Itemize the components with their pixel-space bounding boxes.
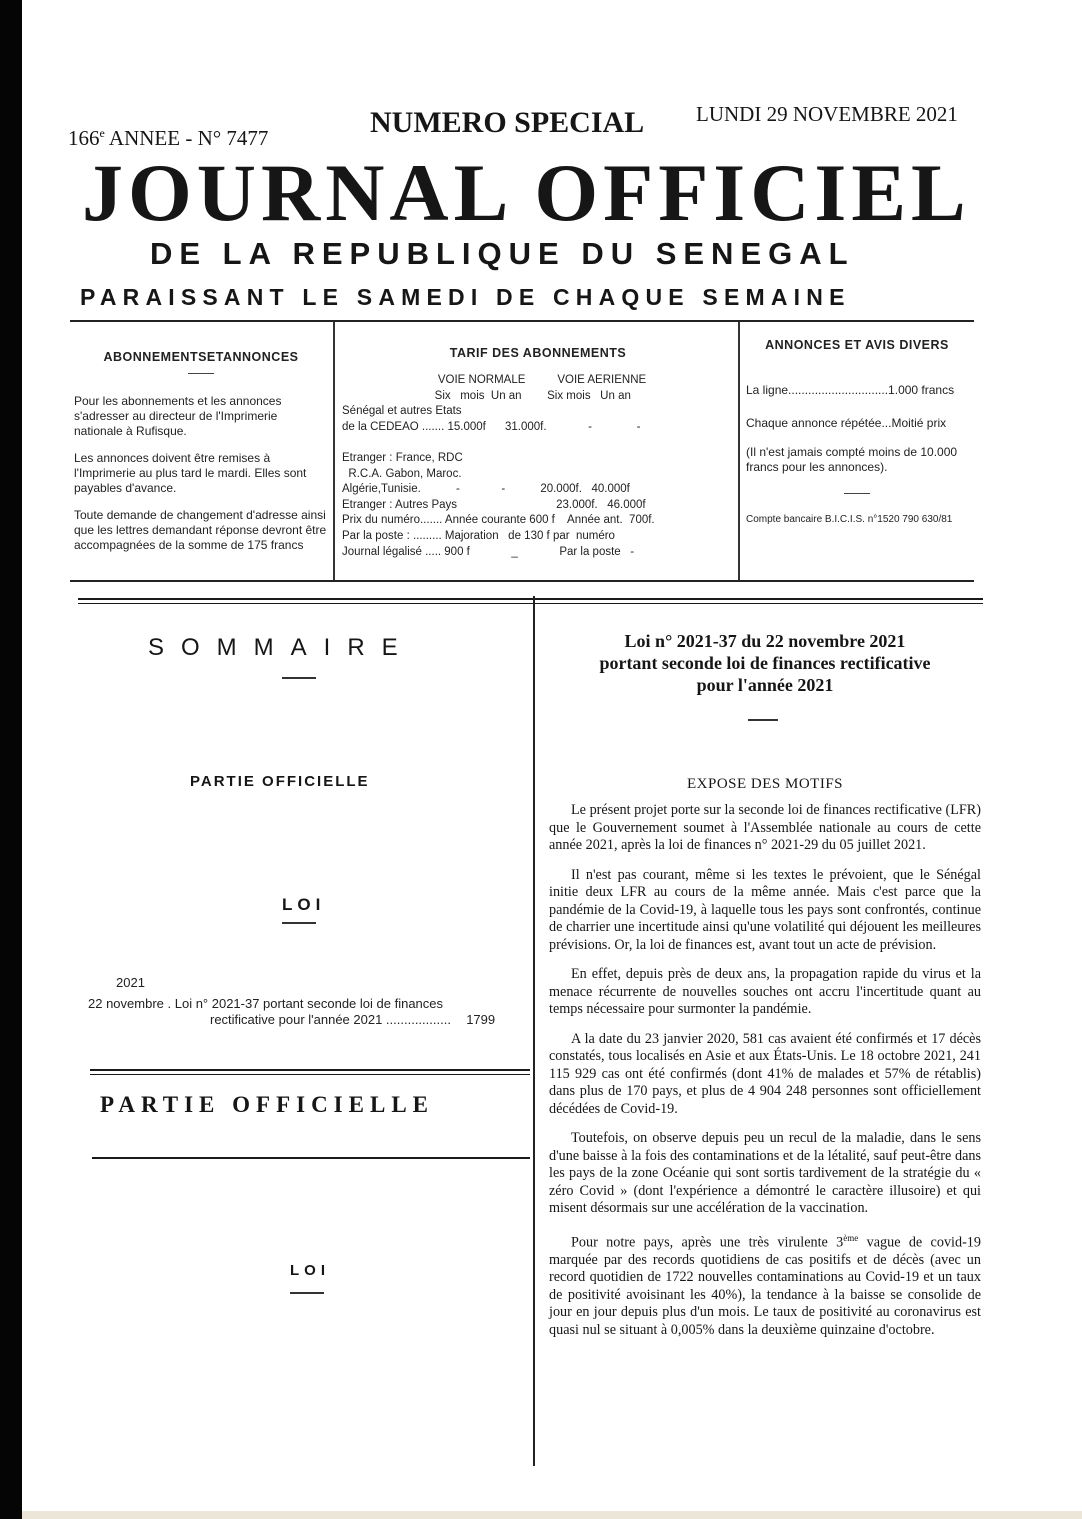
law-paragraph: Il n'est pas courant, même si les textes le prévoient, que le Sénégal initie deux LFR au cours de la même année. Mais c'est parce que la pandémie de la Covid-19, à laquelle tous les pays sont confrontés, continue de charrier une incertitude ainsi qu'une volatilité qui déjouent les meilleures prévisions. Or, la loi de finances est, avant tout un acte de prévision. [549,866,981,953]
special-edition-label: NUMERO SPECIAL [370,106,645,139]
header-rule [78,598,983,600]
law-title-line: portant seconde loi de finances rectificative [599,653,931,673]
law-title-line: pour l'année 2021 [696,675,834,695]
abonnements-paragraph: Pour les abonnements et les annonces s'adresser au directeur de l'Imprimerie nationale à Rufisque. [74,394,282,438]
toc-page-number: 1799 [466,1012,496,1027]
title-dash [748,719,778,721]
loi-heading: LOI [290,1262,330,1279]
journal-subtitle: DE LA REPUBLIQUE DU SENEGAL [150,236,855,271]
box-divider [333,322,335,580]
title-dash [282,677,316,679]
annonces-minimum-note: (Il n'est jamais compté moins de 10.000 francs pour les annonces). [746,445,958,474]
law-body [549,802,981,1351]
box-divider [738,322,740,580]
title-dash [290,1292,324,1294]
annonces-repeated-price: Chaque annonce répétée...Moitié prix [746,416,947,430]
annonces-ligne-price: La ligne..............................1.000 francs [746,383,955,397]
column-divider [533,596,535,1466]
abonnements-column [74,350,328,565]
sommaire-partie-officielle: PARTIE OFFICIELLE [190,773,370,790]
tarifs-column [342,346,734,560]
journal-title: JOURNAL OFFICIEL [82,147,971,238]
section-rule [92,1157,530,1159]
abonnements-paragraph: Toute demande de changement d'adresse ainsi que les lettres demandant réponse devront être accompagnées de la somme de 175 francs [74,508,327,552]
abonnements-heading: ABONNEMENTSETANNONCES [103,350,299,364]
header-rule [78,603,983,604]
toc-entry-continuation [210,1012,495,1028]
heading-dash [844,493,870,494]
toc-entry[interactable] [88,996,443,1012]
bank-account: Compte bancaire B.I.C.I.S. n°1520 790 630/81 [746,514,953,525]
partie-officielle-title: PARTIE OFFICIELLE [100,1092,434,1117]
abonnements-paragraph: Les annonces doivent être remises à l'Imprimerie au plus tard le mardi. Elles sont payables d'avance. [74,451,307,495]
sommaire-title: SOMMAIRE [148,634,415,661]
toc-date: 22 novembre . [88,996,172,1011]
law-paragraph: Toutefois, on observe depuis peu un recul de la maladie, dans le sens d'une baisse à la fois des contaminations et de la létalité, sauf peut-être dans les pays de la zone Océanie qui sont sortis tardivement de la stratégie du « zéro Covid » (dont l'expérience a démontré le caractère illusoire) et qui misent désormais sur une accélération de la vaccination. [549,1130,981,1216]
tarifs-table: VOIE NORMALE VOIE AERIENNE Six mois Un an Six mois Un an Sénégal et autres Etats de la CEDEAO ....... 15.000f 31.000f. - - Etranger : France, RDC R.C.A. Gabon, Maroc. Algérie,Tunisie. - - 20.000f. 40.000f Etranger : Autres Pays 23.000f. 46.000f Prix du numéro....... Année courante 600 f Année ant. 700f. Par la poste : ......... Majoration de 130 f par numéro Journal légalisé ..... 900 f _ Par la poste - [342,374,655,558]
law-paragraph: Pour notre pays, après une très virulente 3ème vague de covid-19 marquée par des records quotidiens de cas positifs et de décès (avec un record quotidien de 1722 nouvelles contaminations au Covid-19 et un taux de positivité avoisinant les 40%), la tendance à la baisse se consolide de jour en jour depuis plus d'un mois. Le taux de positivité au coronavirus est quasi nul se situant à 0,005% dans la deuxième quinzaine d'octobre. [549,1232,981,1338]
section-rule [90,1074,530,1075]
toc-year: 2021 [116,975,145,990]
law-paragraph: Le présent projet porte sur la seconde loi de finances rectificative (LFR) que le Gouvernement soumet à l'Assemblée nationale au cours de cette année 2021, après la loi de finances n° 2021-29 du 05 juillet 2021. [549,802,981,853]
annonces-column [746,338,968,539]
law-paragraph: A la date du 23 janvier 2020, 581 cas avaient été confirmés et 17 décès constatés, tous localisés en Asie et aux États-Unis. Le 18 octobre 2021, 241 115 929 cas ont été confirmés (dont 41% de malades et 57% de rétablis) dans plus de 170 pays, et plus de 4 904 248 personnes sont officiellement décédées de Covid-19. [549,1030,981,1117]
sommaire-loi-heading: LOI [282,895,326,914]
issue-number: 166e ANNEE - N° 7477 [68,126,269,150]
toc-text: Loi n° 2021-37 portant seconde loi de finances [174,996,444,1011]
law-paragraph: En effet, depuis près de deux ans, la propagation rapide du virus et la menace récurrente de nouvelles souches ont accru l'incertitude quant au temps nécessaire pour surmonter la pandémie. [549,966,981,1017]
expose-des-motifs-heading: EXPOSE DES MOTIFS [686,776,844,792]
law-title-line: Loi n° 2021-37 du 22 novembre 2021 [624,631,906,651]
masthead-top-line [68,102,973,150]
scan-border-bottom [22,1511,1082,1519]
title-dash [282,922,316,924]
publication-periodicity: PARAISSANT LE SAMEDI DE CHAQUE SEMAINE [80,284,851,310]
section-rule [90,1069,530,1071]
tarifs-heading: TARIF DES ABONNEMENTS [449,346,627,360]
issue-date: LUNDI 29 NOVEMBRE 2021 [696,102,958,126]
law-title [550,630,980,696]
scan-border-left [0,0,22,1519]
subscription-box [70,320,974,582]
toc-text: rectificative pour l'année 2021 .................. [210,1012,451,1027]
annonces-heading: ANNONCES ET AVIS DIVERS [765,338,949,352]
